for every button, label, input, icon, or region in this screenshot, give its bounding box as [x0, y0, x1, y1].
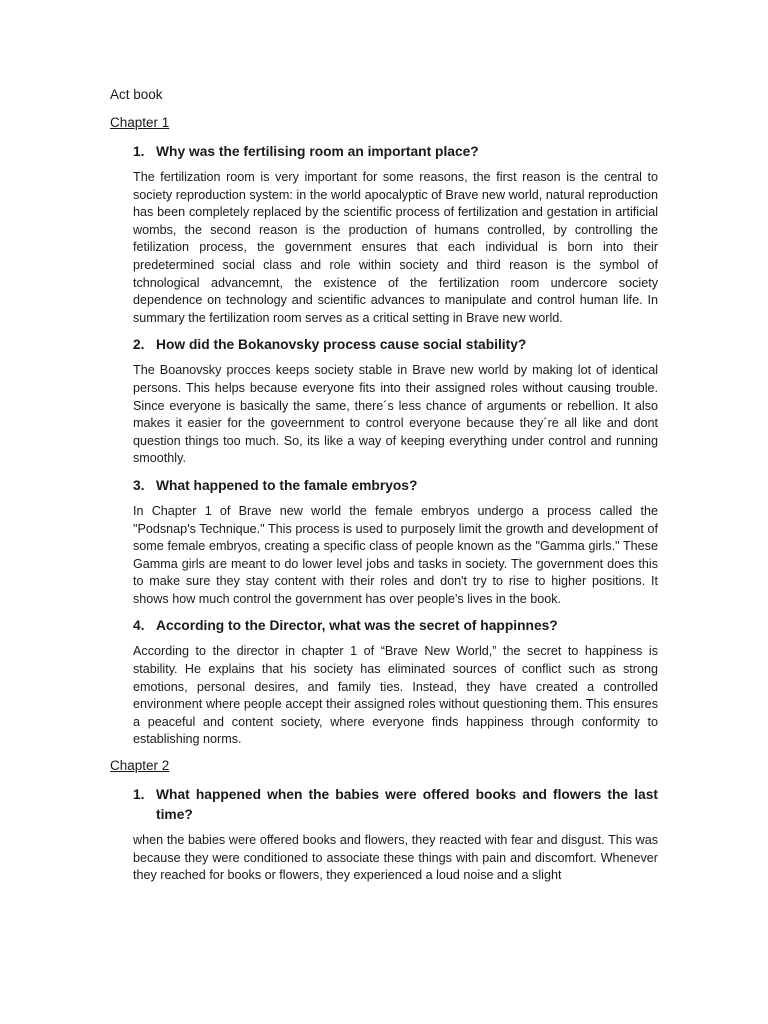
- question-number: 1.: [133, 144, 145, 159]
- question-heading: [110, 335, 658, 355]
- document-page: [110, 86, 658, 893]
- question-text: According to the Director, what was the secret of happinnes?: [156, 618, 558, 634]
- question-number: 3.: [133, 477, 145, 493]
- question-number: 2.: [133, 337, 145, 353]
- question-number: 1.: [133, 787, 145, 803]
- question-heading: [110, 476, 658, 496]
- question-text: Why was the fertilising room an important place?: [156, 144, 479, 159]
- question-number: 4.: [133, 618, 145, 634]
- answer-paragraph: when the babies were offered books and flowers, they reacted with fear and disgust. This was because they were conditioned to associate these things with pain and discomfort. Whenever they reached for books or flowers, they experienced a loud noise and a slight: [133, 833, 658, 883]
- answer-paragraph: In Chapter 1 of Brave new world the female embryos undergo a process called the "Podsnap's Technique." This process is used to purposely limit the growth and development of some female embryos, creating a specific class of people known as the "Gamma girls." These Gamma girls are meant to do lower level jobs and tasks in society. The government does this to make sure they stay content with their roles and don't try to rise to higher positions. It shows how much control the government has over people's lives in the book.: [133, 503, 658, 606]
- question-text: What happened to the famale embryos?: [156, 477, 418, 493]
- chapter-heading: Chapter 1: [110, 115, 170, 130]
- question-heading: [110, 142, 658, 162]
- question-heading: [110, 616, 658, 636]
- chapter-heading: Chapter 2: [110, 758, 170, 774]
- answer-paragraph: According to the director in chapter 1 of “Brave New World,” the secret to happiness is stability. He explains that his society has eliminated sources of conflict such as strong emotions, personal desires, and family ties. Instead, they have created a controlled environment where people accept their assigned roles without questioning them. This ensures a peaceful and content society, where everyone finds happiness through conformity to establishing norms.: [133, 644, 658, 747]
- answer-paragraph: The Boanovsky procces keeps society stable in Brave new world by making lot of identical persons. This helps because everyone fits into their assigned roles without causing trouble. Since everyone is basically the same, there´s less chance of arguments or rebellion. It also makes it easier for the goveernment to control everyone because they´re all like and dont question things too much. So, its like a way of keeping everything under control and running smoothly.: [133, 363, 658, 466]
- question-heading: [110, 785, 658, 825]
- document-title: Act book: [110, 87, 163, 102]
- answer-paragraph: The fertilization room is very important for some reasons, the first reason is the central to society reproduction system: in the world apocalyptic of Brave new world, natural reproduction has been completely replaced by the scientific process of fertilization and gestation in artificial wombs, the second reason is the production of humans controlled, by controlling the fetilization process, the government ensures that each individual is born into their predetermined social class and role within society and third reason is the symbol of tchnological advancemnt, the existence of the fertilization room undercore society dependence on technology and scientific advances to manipulate and control human life. In summary the fertilization room serves as a critical setting in Brave new world.: [133, 170, 658, 325]
- question-text: What happened when the babies were offered books and flowers the last time?: [156, 787, 658, 823]
- question-text: How did the Bokanovsky process cause social stability?: [156, 337, 527, 353]
